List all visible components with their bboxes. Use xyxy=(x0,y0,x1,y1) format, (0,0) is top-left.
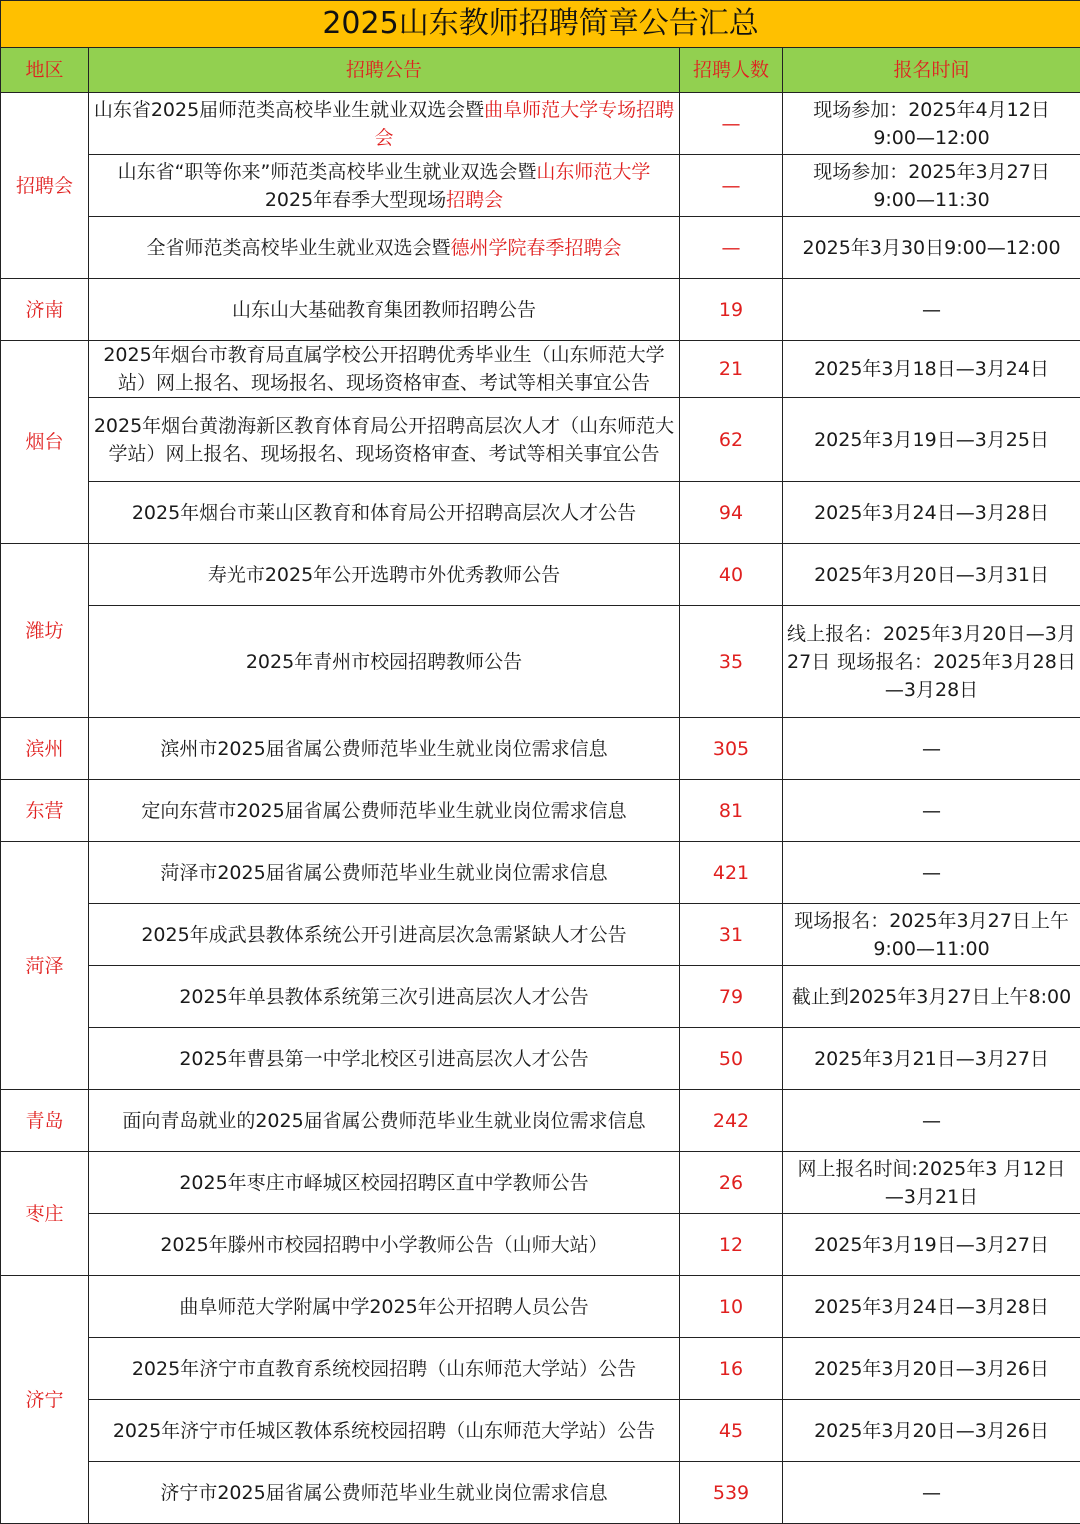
time-cell: 现场报名：2025年3月27日上午 9:00—11:00 xyxy=(783,904,1080,966)
time-cell: 现场参加：2025年3月27日 9:00—11:30 xyxy=(783,155,1080,217)
table-row xyxy=(1,482,1080,544)
time-cell: 2025年3月30日9:00—12:00 xyxy=(783,217,1080,279)
time-cell: 线上报名：2025年3月20日—3月27日 现场报名：2025年3月28日—3月28日 xyxy=(783,606,1080,718)
notice-text: 2025年单县教体系统第三次引进高层次人才公告 xyxy=(179,986,588,1008)
time-cell: 网上报名时间:2025年3 月12日 —3月21日 xyxy=(783,1152,1080,1214)
count-cell: 19 xyxy=(680,279,783,341)
notice-cell[interactable] xyxy=(89,718,680,780)
region-cell: 济南 xyxy=(1,279,89,341)
notice-text: 2025年成武县教体系统公开引进高层次急需紧缺人才公告 xyxy=(141,924,626,946)
notice-cell[interactable] xyxy=(89,904,680,966)
time-cell: 2025年3月21日—3月27日 xyxy=(783,1028,1080,1090)
notice-cell[interactable] xyxy=(89,217,680,279)
notice-text: 面向青岛就业的2025届省属公费师范毕业生就业岗位需求信息 xyxy=(122,1110,645,1132)
notice-cell[interactable] xyxy=(89,544,680,606)
notice-text: 定向东营市2025届省属公费师范毕业生就业岗位需求信息 xyxy=(141,800,626,822)
table-row xyxy=(1,1028,1080,1090)
notice-text: 滨州市2025届省属公费师范毕业生就业岗位需求信息 xyxy=(160,738,607,760)
time-cell: 2025年3月18日—3月24日 xyxy=(783,341,1080,398)
count-cell: 62 xyxy=(680,398,783,482)
table-row xyxy=(1,1276,1080,1338)
time-cell: — xyxy=(783,842,1080,904)
table-row xyxy=(1,1462,1080,1524)
notice-text: 山东省2025届师范类高校毕业生就业双选会暨 xyxy=(94,99,484,121)
count-cell: — xyxy=(680,93,783,155)
time-cell: 2025年3月24日—3月28日 xyxy=(783,482,1080,544)
table-row xyxy=(1,606,1080,718)
notice-cell[interactable] xyxy=(89,1152,680,1214)
notice-cell[interactable] xyxy=(89,1276,680,1338)
table-row xyxy=(1,1338,1080,1400)
notice-text: 济宁市2025届省属公费师范毕业生就业岗位需求信息 xyxy=(160,1482,607,1504)
count-cell: 10 xyxy=(680,1276,783,1338)
notice-highlight: 曲阜师范大学专场招聘会 xyxy=(374,99,674,149)
region-cell: 菏泽 xyxy=(1,842,89,1090)
table-row xyxy=(1,1214,1080,1276)
table-row xyxy=(1,718,1080,780)
notice-text: 2025年青州市校园招聘教师公告 xyxy=(246,651,522,673)
table-row xyxy=(1,842,1080,904)
time-cell: — xyxy=(783,1462,1080,1524)
notice-text: 寿光市2025年公开选聘市外优秀教师公告 xyxy=(208,564,560,586)
region-cell: 招聘会 xyxy=(1,93,89,279)
count-cell: — xyxy=(680,155,783,217)
notice-highlight: 山东师范大学 xyxy=(536,161,650,183)
notice-text: 2025年济宁市直教育系统校园招聘（山东师范大学站）公告 xyxy=(132,1358,636,1380)
notice-text: 山东省“职等你来”师范类高校毕业生就业双选会暨 xyxy=(118,161,537,183)
count-cell: 21 xyxy=(680,341,783,398)
header-count: 招聘人数 xyxy=(680,48,783,93)
region-cell: 东营 xyxy=(1,780,89,842)
table-row xyxy=(1,780,1080,842)
table-row xyxy=(1,1400,1080,1462)
region-cell: 枣庄 xyxy=(1,1152,89,1276)
region-cell: 潍坊 xyxy=(1,544,89,718)
count-cell: 40 xyxy=(680,544,783,606)
notice-cell[interactable] xyxy=(89,1338,680,1400)
time-cell: — xyxy=(783,279,1080,341)
notice-cell[interactable] xyxy=(89,966,680,1028)
table-row xyxy=(1,217,1080,279)
table-row xyxy=(1,155,1080,217)
count-cell: 79 xyxy=(680,966,783,1028)
count-cell: 305 xyxy=(680,718,783,780)
table-row xyxy=(1,398,1080,482)
time-cell: — xyxy=(783,1090,1080,1152)
table-row xyxy=(1,966,1080,1028)
notice-cell[interactable] xyxy=(89,1090,680,1152)
notice-text: 菏泽市2025届省属公费师范毕业生就业岗位需求信息 xyxy=(160,862,607,884)
table-row xyxy=(1,341,1080,398)
notice-cell[interactable] xyxy=(89,1028,680,1090)
notice-text: 2025年滕州市校园招聘中小学教师公告（山师大站） xyxy=(160,1234,607,1256)
notice-cell[interactable] xyxy=(89,155,680,217)
notice-cell[interactable] xyxy=(89,341,680,398)
notice-text: 2025年济宁市任城区教体系统校园招聘（山东师范大学站）公告 xyxy=(113,1420,655,1442)
notice-highlight: 招聘会 xyxy=(446,189,503,211)
table-row xyxy=(1,1152,1080,1214)
count-cell: 26 xyxy=(680,1152,783,1214)
time-cell: 2025年3月24日—3月28日 xyxy=(783,1276,1080,1338)
count-cell: 421 xyxy=(680,842,783,904)
header-notice: 招聘公告 xyxy=(89,48,680,93)
page-title: 2025山东教师招聘简章公告汇总 xyxy=(1,1,1080,48)
notice-text: 全省师范类高校毕业生就业双选会暨 xyxy=(146,237,450,259)
notice-text: 2025年春季大型现场 xyxy=(265,189,446,211)
count-cell: 81 xyxy=(680,780,783,842)
notice-cell[interactable] xyxy=(89,482,680,544)
notice-text: 山东山大基础教育集团教师招聘公告 xyxy=(232,299,536,321)
table-row xyxy=(1,93,1080,155)
header-time: 报名时间 xyxy=(783,48,1080,93)
region-cell: 滨州 xyxy=(1,718,89,780)
count-cell: 12 xyxy=(680,1214,783,1276)
notice-text: 2025年烟台市莱山区教育和体育局公开招聘高层次人才公告 xyxy=(132,502,636,524)
table-row xyxy=(1,279,1080,341)
region-cell: 青岛 xyxy=(1,1090,89,1152)
notice-cell[interactable] xyxy=(89,1462,680,1524)
count-cell: 539 xyxy=(680,1462,783,1524)
time-cell: 截止到2025年3月27日上午8:00 xyxy=(783,966,1080,1028)
notice-text: 2025年烟台市教育局直属学校公开招聘优秀毕业生（山东师范大学站）网上报名、现场报名、现场资格审查、考试等相关事宜公告 xyxy=(103,344,664,394)
notice-cell[interactable] xyxy=(89,398,680,482)
notice-cell[interactable] xyxy=(89,1214,680,1276)
region-cell: 烟台 xyxy=(1,341,89,544)
notice-cell[interactable] xyxy=(89,606,680,718)
count-cell: 16 xyxy=(680,1338,783,1400)
notice-cell[interactable] xyxy=(89,93,680,155)
header-region: 地区 xyxy=(1,48,89,93)
notice-text: 2025年曹县第一中学北校区引进高层次人才公告 xyxy=(179,1048,588,1070)
notice-cell[interactable] xyxy=(89,780,680,842)
time-cell: 2025年3月20日—3月26日 xyxy=(783,1400,1080,1462)
region-cell: 济宁 xyxy=(1,1276,89,1524)
count-cell: 35 xyxy=(680,606,783,718)
time-cell: 2025年3月20日—3月31日 xyxy=(783,544,1080,606)
count-cell: 50 xyxy=(680,1028,783,1090)
count-cell: 45 xyxy=(680,1400,783,1462)
notice-cell[interactable] xyxy=(89,842,680,904)
time-cell: 2025年3月19日—3月27日 xyxy=(783,1214,1080,1276)
notice-text: 2025年烟台黄渤海新区教育体育局公开招聘高层次人才（山东师范大学站）网上报名、现场报名、现场资格审查、考试等相关事宜公告 xyxy=(94,415,674,465)
notice-highlight: 德州学院春季招聘会 xyxy=(451,237,622,259)
count-cell: 94 xyxy=(680,482,783,544)
time-cell: — xyxy=(783,718,1080,780)
time-cell: — xyxy=(783,780,1080,842)
notice-text: 曲阜师范大学附属中学2025年公开招聘人员公告 xyxy=(179,1296,588,1318)
time-cell: 2025年3月19日—3月25日 xyxy=(783,398,1080,482)
time-cell: 现场参加：2025年4月12日 9:00—12:00 xyxy=(783,93,1080,155)
count-cell: 31 xyxy=(680,904,783,966)
table-row xyxy=(1,904,1080,966)
table-row xyxy=(1,544,1080,606)
notice-cell[interactable] xyxy=(89,1400,680,1462)
count-cell: 242 xyxy=(680,1090,783,1152)
notice-text: 2025年枣庄市峄城区校园招聘区直中学教师公告 xyxy=(179,1172,588,1194)
time-cell: 2025年3月20日—3月26日 xyxy=(783,1338,1080,1400)
notice-cell[interactable] xyxy=(89,279,680,341)
count-cell: — xyxy=(680,217,783,279)
table-row xyxy=(1,1090,1080,1152)
